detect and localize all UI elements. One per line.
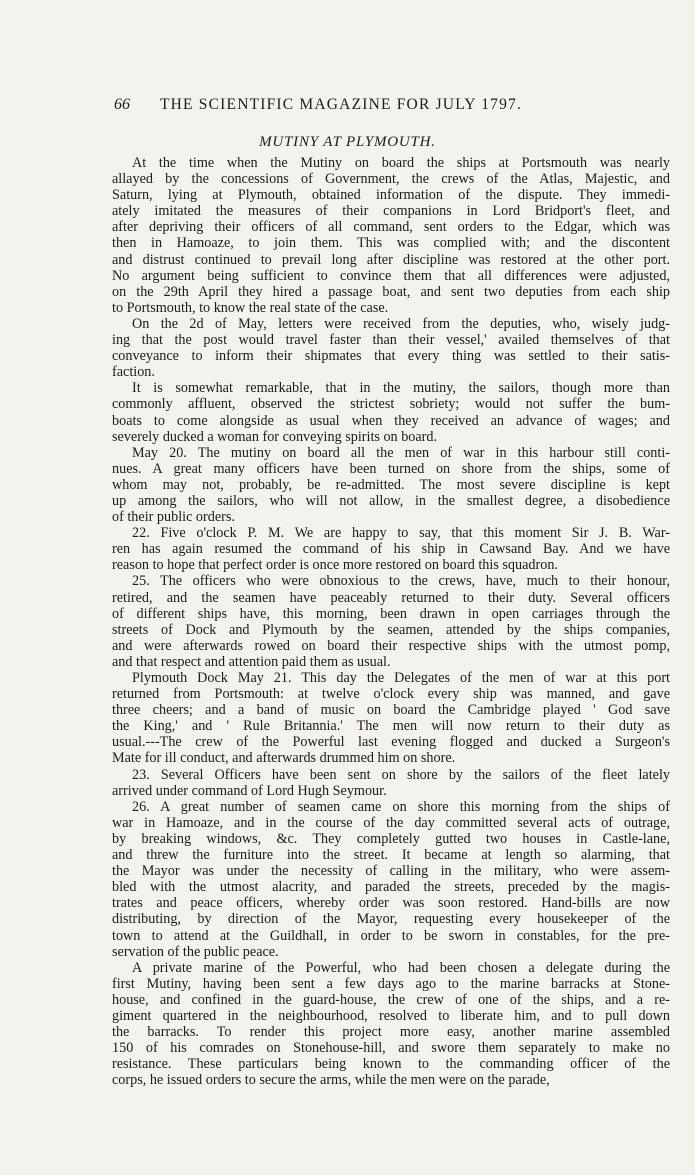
text-line: May 20. The mutiny on board all the men of war in this harbour still conti-: [132, 444, 670, 461]
text-line: streets of Dock and Plymouth by the seamen, attended by the ships companies,: [112, 621, 670, 638]
text-line: reason to hope that perfect order is once more restored on board this squadron.: [112, 557, 558, 574]
text-line: 150 of his comrades on Stonehouse-hill, and swore them separately to make no: [112, 1040, 670, 1057]
text-line: and that respect and attention paid them as usual.: [112, 653, 391, 670]
text-line: Mate for ill conduct, and afterwards drummed him on shore.: [112, 750, 456, 767]
text-line: servation of the public peace.: [112, 943, 279, 960]
text-line: 22. Five o'clock P. M. We are happy to say, that this moment Sir J. B. War-: [132, 525, 670, 542]
text-line: the King,' and ' Rule Britannia.' The men will now return to their duty as: [112, 718, 670, 735]
text-line: commonly affluent, observed the strictest sobriety; would not suffer the bum-: [112, 396, 670, 413]
text-line: war in Hamoaze, and in the course of the day committed several acts of outrage,: [112, 814, 670, 831]
journal-title: THE SCIENTIFIC MAGAZINE FOR JULY 1797.: [160, 96, 523, 113]
text-line: and were afterwards rowed on board their respective ships with the utmost pomp,: [112, 637, 670, 654]
text-line: returned from Portsmouth: at twelve o'clock every ship was manned, and gave: [112, 686, 670, 703]
article-paragraph: [112, 960, 670, 1089]
text-line: whom may not, probably, be re-admitted. The most severe discipline is kept: [112, 476, 670, 493]
article-paragraph: [112, 670, 670, 767]
article-paragraph: [112, 573, 670, 670]
text-line: faction.: [112, 364, 155, 381]
text-line: and threw the furniture into the street. It became at length so alarming, that: [112, 847, 670, 864]
text-line: It is somewhat remarkable, that in the mutiny, the sailors, though more than: [132, 380, 670, 397]
text-line: trates and peace officers, whereby order was soon restored. Hand-bills are now: [112, 895, 670, 912]
text-line: severely ducked a woman for conveying spirits on board.: [112, 428, 438, 445]
text-line: retired, and the seamen have peaceably returned to their duty. Several officers: [112, 589, 670, 606]
text-line: ing that the post would travel faster than their vessel,' availed themselves of that: [112, 332, 670, 349]
text-line: the barracks. To render this project more easy, another marine assembled: [112, 1024, 670, 1041]
article-paragraph: [112, 155, 670, 316]
text-line: bled with the utmost alacrity, and paraded the streets, preceded by the magis-: [112, 879, 670, 896]
running-head: [114, 96, 594, 116]
article-title: MUTINY AT PLYMOUTH.: [259, 134, 436, 150]
text-line: of different ships have, this morning, been drawn in open carriages through the: [112, 605, 670, 622]
text-line: resistance. These particulars being known to the commanding officer of the: [112, 1056, 670, 1073]
text-line: after depriving their officers of all command, sent orders to the Edgar, which was: [112, 219, 670, 236]
text-line: 26. A great number of seamen came on shore this morning from the ships of: [132, 798, 670, 815]
text-line: three cheers; and a band of music on board the Cambridge played ' God save: [112, 702, 670, 719]
text-line: At the time when the Mutiny on board the ships at Portsmouth was nearly: [132, 155, 670, 171]
text-line: up among the sailors, who will not allow, in the smallest degree, a disobedience: [112, 492, 670, 509]
text-line: giment quartered in the neighbourhood, resolved to liberate him, and to pull down: [112, 1007, 670, 1024]
text-line: 23. Several Officers have been sent on shore by the sailors of the fleet lately: [132, 766, 670, 783]
article-paragraph: [112, 380, 670, 444]
article-body: [112, 155, 670, 1088]
article-paragraph: [112, 799, 670, 960]
text-line: to Portsmouth, to know the real state of the case.: [112, 299, 389, 316]
text-line: No argument being sufficient to convince them that all differences were adjusted,: [112, 267, 670, 284]
text-line: corps, he issued orders to secure the arms, while the men were on the parade,: [112, 1072, 550, 1089]
text-line: conveyance to inform their shipmates that every thing was settled to their satis-: [112, 348, 670, 365]
text-line: Plymouth Dock May 21. This day the Delegates of the men of war at this port: [132, 670, 670, 686]
article-paragraph: [112, 525, 670, 573]
text-line: 25. The officers who were obnoxious to the crews, have, much to their honour,: [132, 573, 670, 590]
page-number: 66: [114, 96, 130, 113]
text-line: then in Hamoaze, to join them. This was complied with; and the discontent: [112, 235, 670, 252]
text-line: house, and confined in the guard-house, the crew of one of the ships, and a re-: [112, 991, 670, 1008]
text-line: ately imitated the measures of their companions in Lord Bridport's fleet, and: [112, 203, 670, 220]
text-line: on the 29th April they hired a passage boat, and sent two deputies from each ship: [112, 283, 670, 300]
text-line: of their public orders.: [112, 509, 235, 526]
text-line: A private marine of the Powerful, who had been chosen a delegate during the: [132, 959, 670, 976]
text-line: town to attend at the Guildhall, in order to be sworn in constables, for the pre-: [112, 927, 670, 944]
text-line: On the 2d of May, letters were received from the deputies, who, wisely judg-: [132, 315, 670, 332]
text-line: by breaking windows, &c. They completely gutted two houses in Castle-lane,: [112, 830, 670, 847]
text-line: first Mutiny, having been sent a few days ago to the marine barracks at Stone-: [112, 975, 670, 992]
article-paragraph: [112, 316, 670, 380]
text-line: boats to come alongside as usual when they received an advance of wages; and: [112, 412, 670, 429]
text-line: allayed by the concessions of Government, the crews of the Atlas, Majestic, and: [112, 171, 670, 188]
text-line: ren has again resumed the command of his ship in Cawsand Bay. And we have: [112, 541, 670, 558]
text-line: and distrust continued to prevail long after discipline was restored at the other port.: [112, 251, 670, 268]
article-paragraph: [112, 445, 670, 525]
article-paragraph: [112, 767, 670, 799]
text-line: nues. A great many officers have been turned on shore from the ships, some of: [112, 460, 670, 477]
text-line: arrived under command of Lord Hugh Seymour.: [112, 782, 387, 799]
text-line: usual.---The crew of the Powerful last evening flogged and ducked a Surgeon's: [112, 734, 670, 751]
text-line: distributing, by direction of the Mayor, requesting every housekeeper of the: [112, 911, 670, 928]
text-line: the Mayor was under the necessity of calling in the military, who were assem-: [112, 863, 670, 880]
text-line: Saturn, lying at Plymouth, obtained information of the dispute. They immedi-: [112, 187, 670, 204]
